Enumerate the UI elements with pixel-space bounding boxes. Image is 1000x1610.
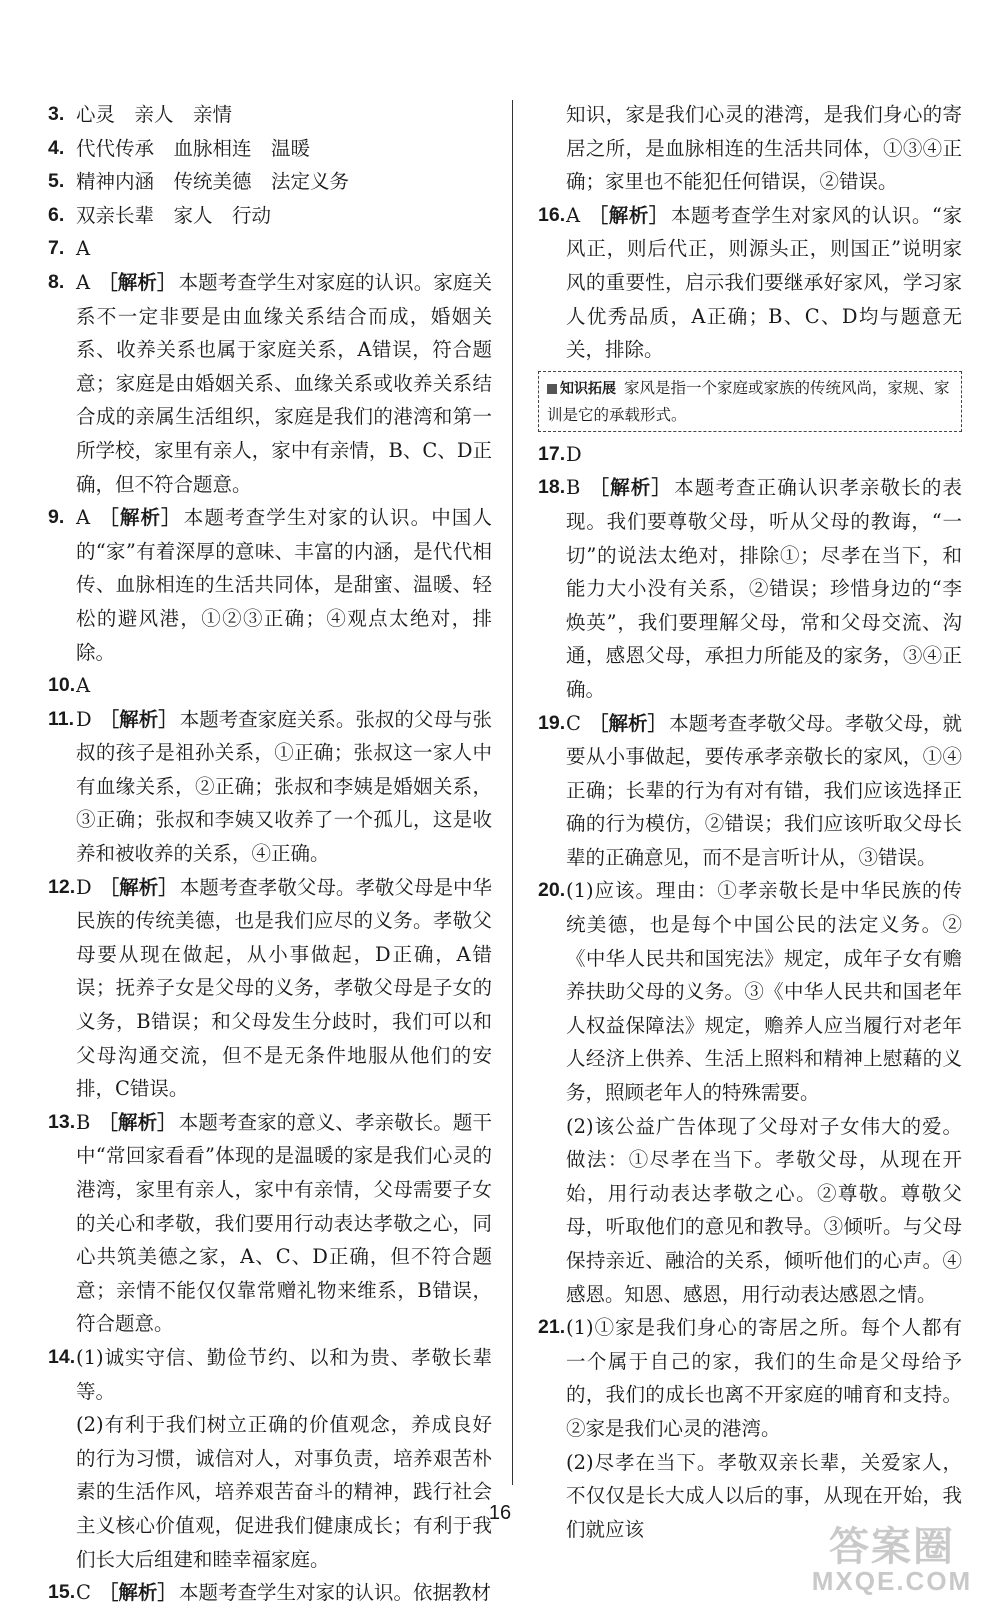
answer-text: (1)诚实守信、勤俭节约、以和为贵、孝敬长辈等。 <box>76 1345 492 1403</box>
analysis-tag: ［解析］ <box>98 1110 177 1134</box>
answer-item <box>538 471 962 706</box>
answer-choice: C <box>566 711 581 735</box>
analysis-text: 本题考查孝敬父母。孝敬父母是中华民族的传统美德，也是我们应尽的义务。孝敬父母要从现在做起，从小事做起，D正确，A错误；抚养子女是父母的义务，孝敬父母是子女的义务，B错误；和父母发生分歧时，我们可以和父母沟通交流，但不是无条件地服从他们的安排，C错误。 <box>76 875 492 1101</box>
answer-text: (1)①家是我们身心的寄居之所。每个人都有一个属于自己的家，我们的生命是父母给予的，我们的成长也离不开家庭的哺育和支持。②家是我们心灵的港湾。 <box>566 1316 962 1440</box>
answer-paragraph: (2)有利于我们树立正确的价值观念，养成良好的行为习惯，诚信对人，对事负责，培养艰苦朴素的生活作风，培养艰苦奋斗的精神，践行社会主义核心价值观，促进我们健康成长；有利于我们长大后组建和睦幸福家庭。 <box>76 1413 492 1571</box>
answer-text: 心灵 亲人 亲情 <box>76 103 233 126</box>
answer-text: (1)应该。理由：①孝亲敬长是中华民族的传统美德，也是每个中国公民的法定义务。②《中华人民共和国宪法》规定，成年子女有赡养扶助父母的义务。③《中华人民共和国老年人权益保障法》规定，赡养人应当履行对老年人经济上供养、生活上照料和精神上慰藉的义务，照顾老年人的特殊需要。 <box>566 879 962 1105</box>
answer-item <box>48 132 492 166</box>
answer-choice: D <box>76 707 92 731</box>
analysis-text: 本题考查家庭关系。张叔的父母与张叔的孩子是祖孙关系，①正确；张叔这一家人中有血缘关系，②正确；张叔和李姨是婚姻关系，③正确；张叔和李姨又收养了一个孤儿，这是收养和被收养的关系，④正确。 <box>76 707 492 866</box>
analysis-tag: ［解析］ <box>99 875 178 899</box>
answer-choice: A <box>76 270 91 294</box>
item-number: 6. <box>48 203 65 226</box>
answer-item <box>48 703 492 871</box>
answer-item <box>48 1341 492 1408</box>
column-divider <box>512 100 513 1485</box>
answer-item <box>48 98 492 132</box>
analysis-tag: ［解析］ <box>588 711 668 735</box>
item-number: 8. <box>48 270 65 293</box>
right-column <box>538 98 962 1546</box>
analysis-tag: ［解析］ <box>99 707 178 731</box>
answer-item <box>48 266 492 501</box>
answer-choice: C <box>76 1581 91 1605</box>
item-number: 5. <box>48 170 65 193</box>
answer-item <box>538 874 962 1109</box>
analysis-text: 本题考查学生对家庭的认识。家庭关系不一定非要是由血缘关系结合而成，婚姻关系、收养关系也属于家庭关系，A错误，符合题意；家庭是由婚姻关系、血缘关系或收养关系结合成的亲属生活组织，家庭是我们的港湾和第一所学校，家里有亲人，家中有亲情，B、C、D正确，但不符合题意。 <box>76 270 492 496</box>
knowledge-extension-box <box>538 371 962 432</box>
answer-item <box>48 1576 492 1610</box>
answer-item <box>538 199 962 367</box>
answer-item <box>48 669 492 703</box>
item-number: 7. <box>48 237 65 260</box>
answer-text: 双亲长辈 家人 行动 <box>76 203 272 227</box>
analysis-tag: ［解析］ <box>588 203 669 227</box>
watermark-domain: MXQE.COM <box>811 1566 973 1596</box>
answer-item <box>48 871 492 1106</box>
analysis-text: 本题考查学生对家的认识。中国人的“家”有着深厚的意味、丰富的内涵，是代代相传、血脉相连的生活共同体，是甜蜜、温暖、轻松的避风港，①②③正确；④观点太绝对，排除。 <box>76 506 492 664</box>
answer-choice: D <box>76 875 92 899</box>
item-number: 15. <box>48 1581 76 1604</box>
item-number: 20. <box>538 879 566 902</box>
item-number: 16. <box>538 203 566 226</box>
analysis-text: 本题考查学生对家的认识。依据教材 <box>178 1581 491 1605</box>
answer-text: A <box>76 237 91 261</box>
answer-item <box>48 232 492 266</box>
analysis-text: 本题考查家的意义、孝亲敬长。题干中“常回家看看”体现的是温暖的家是我们心灵的港湾，家里有亲人，家中有亲情，父母需要子女的关心和孝敬，我们要用行动表达孝敬之心，同心共筑美德之家，A、C、D正确，但不符合题意；亲情不能仅仅靠常赠礼物来维系，B错误，符合题意。 <box>76 1110 492 1336</box>
answer-choice: B <box>566 476 581 500</box>
knowledge-extension-text: 家风是指一个家庭或家族的传统风尚，家规、家训是它的承载形式。 <box>547 378 950 424</box>
analysis-tag: ［解析］ <box>98 270 177 294</box>
item-number: 14. <box>48 1345 76 1368</box>
analysis-text: 本题考查孝敬父母。孝敬父母，就要从小事做起，要传承孝亲敬长的家风，①④正确；长辈的行为有对有错，我们应该选择正确的行为模仿，②错误；我们应该听取父母长辈的正确意见，而不是言听计从，③错误。 <box>566 711 962 869</box>
answer-paragraph: (2)尽孝在当下。孝敬双亲长辈，关爱家人，不仅仅是长大成人以后的事，从现在开始，我们就应该 <box>566 1450 962 1541</box>
answer-item <box>48 199 492 233</box>
answer-paragraph: (2)该公益广告体现了父母对子女伟大的爱。做法：①尽孝在当下。孝敬父母，从现在开始，用行动表达孝敬之心。②尊敬。尊敬父母，听取他们的意见和教导。③倾听。与父母保持亲近、融洽的关系，倾听他们的心声。④感恩。知恩、感恩，用行动表达感恩之情。 <box>566 1114 962 1306</box>
site-watermark <box>802 1515 982 1597</box>
answer-item <box>538 438 962 472</box>
item-number: 9. <box>48 506 65 529</box>
answer-item <box>48 1106 492 1341</box>
answer-choice: B <box>76 1110 91 1134</box>
continuation-text: 知识，家是我们心灵的港湾，是我们身心的寄居之所，是血脉相连的生活共同体，①③④正确；家里也不能犯任何错误，②错误。 <box>566 103 962 194</box>
item-number: 19. <box>538 711 566 734</box>
answer-item <box>538 1311 962 1445</box>
analysis-text: 本题考查正确认识孝亲敬长的表现。我们要尊敬父母，听从父母的教诲，“一切”的说法太绝对，排除①；尽孝在当下，和能力大小没有关系，②错误；珍惜身边的“李焕英”，我们要理解父母，常和父母交流、沟通，感恩父母，承担力所能及的家务，③④正确。 <box>566 476 962 701</box>
answer-choice: A <box>566 203 581 227</box>
item-number: 17. <box>538 442 566 465</box>
answer-text: D <box>566 442 582 466</box>
answer-item <box>48 501 492 669</box>
answer-item <box>48 165 492 199</box>
answer-text: 精神内涵 传统美德 法定义务 <box>76 170 350 194</box>
left-column <box>48 98 492 1610</box>
analysis-tag: ［解析］ <box>588 476 673 500</box>
knowledge-extension-label: 知识拓展 <box>547 376 616 402</box>
answer-text: A <box>76 674 91 698</box>
analysis-text: 本题考查学生对家风的认识。“家风正，则后代正，则源头正，则国正”说明家风的重要性，启示我们要继承好家风，学习家人优秀品质，A正确；B、C、D均与题意无关，排除。 <box>566 203 962 362</box>
analysis-tag: ［解析］ <box>98 506 182 530</box>
item-number: 4. <box>48 136 65 159</box>
item-number: 3. <box>48 103 65 125</box>
answer-item <box>538 707 962 875</box>
item-number: 18. <box>538 476 566 499</box>
item-number: 10. <box>48 674 76 697</box>
page-number: 16 <box>488 1502 512 1524</box>
watermark-logo-text: 答案圈 <box>829 1524 955 1570</box>
item-number: 13. <box>48 1110 76 1133</box>
item-number: 12. <box>48 875 76 898</box>
item-number: 11. <box>48 707 75 730</box>
answer-choice: A <box>76 506 91 530</box>
answer-text: 代代传承 血脉相连 温暖 <box>76 136 311 160</box>
analysis-tag: ［解析］ <box>98 1581 177 1605</box>
item-number: 21. <box>538 1316 566 1339</box>
